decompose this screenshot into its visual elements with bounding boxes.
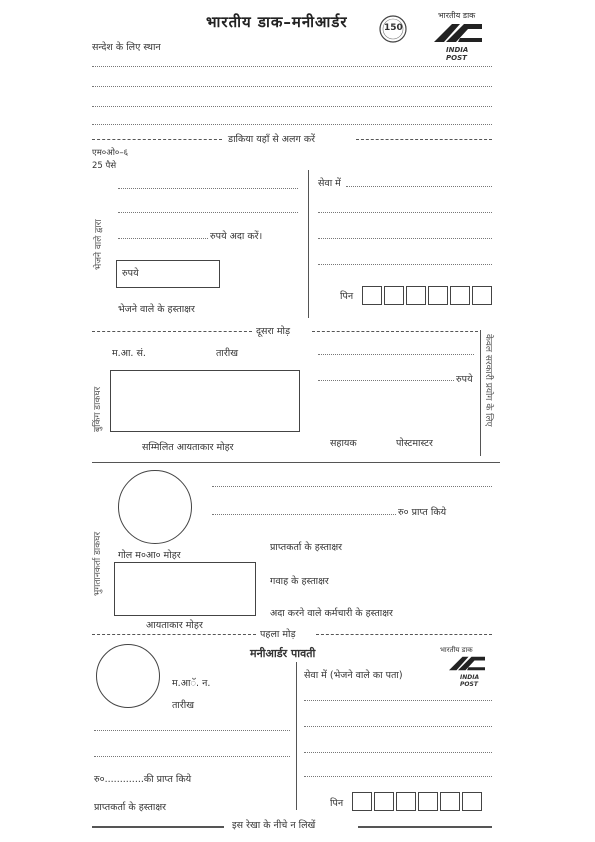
booking-stamp-label: सम्मिलित आयताकार मोहर bbox=[142, 442, 234, 453]
fold-1-text: पहला मोड़ bbox=[260, 629, 296, 640]
receipt-line-2[interactable] bbox=[94, 756, 290, 757]
receipt-title: मनीआर्डर पावती bbox=[250, 647, 316, 660]
booking-date-label: तारीख bbox=[216, 348, 238, 359]
sender-signature-label: भेजने वाले के हस्ताक्षर bbox=[118, 304, 195, 315]
receipt-address-line-4[interactable] bbox=[304, 776, 492, 777]
rupees-words-label: रुपये अदा करें। bbox=[210, 231, 263, 242]
amount-line-3[interactable] bbox=[118, 238, 208, 239]
receipt-mo-number-label: म.आॅ. न. bbox=[172, 678, 211, 689]
pin-digit-4[interactable] bbox=[428, 286, 448, 305]
to-label: सेवा में bbox=[318, 178, 341, 189]
receipt-address-line-2[interactable] bbox=[304, 726, 492, 727]
message-space-label: सन्देश के लिए स्थान bbox=[92, 42, 161, 53]
receipt-pin-digit-3[interactable] bbox=[396, 792, 416, 811]
receipt-logo-english-text: INDIA POST bbox=[460, 674, 480, 688]
pin-label: पिन bbox=[340, 291, 354, 302]
form-code: एम०ओ०–६ bbox=[92, 148, 128, 158]
footer-text: इस रेखा के नीचे न लिखें bbox=[232, 820, 316, 831]
footer-line-left bbox=[92, 826, 224, 828]
witness-signature-label: गवाह के हस्ताक्षर bbox=[270, 576, 329, 587]
booking-amount-line[interactable] bbox=[318, 380, 454, 381]
pin-digit-2[interactable] bbox=[384, 286, 404, 305]
address-line-3[interactable] bbox=[318, 238, 492, 239]
receipt-received-label: रु०.............की प्राप्त किये bbox=[94, 774, 192, 785]
footer-line-right bbox=[358, 826, 492, 828]
india-post-logo bbox=[428, 10, 488, 62]
booking-rupees-label: रुपये bbox=[456, 374, 473, 385]
amount-line-1[interactable] bbox=[118, 188, 298, 189]
section-separator bbox=[92, 462, 500, 463]
message-line-4[interactable] bbox=[92, 124, 492, 125]
fold-2-text: दूसरा मोड़ bbox=[256, 326, 291, 337]
official-use-divider bbox=[480, 330, 481, 456]
address-line-4[interactable] bbox=[318, 264, 492, 265]
amount-line-2[interactable] bbox=[118, 212, 298, 213]
price-label: 25 पैसे bbox=[92, 161, 117, 171]
payment-side-label: भुगतानकर्ता डाकघर bbox=[93, 531, 103, 596]
pin-digit-6[interactable] bbox=[472, 286, 492, 305]
logo-english-text: INDIA POST bbox=[446, 46, 469, 62]
mo-number-label: म.आ. सं. bbox=[112, 348, 146, 359]
receipt-pin-digit-6[interactable] bbox=[462, 792, 482, 811]
message-line-1[interactable] bbox=[92, 66, 492, 67]
receipt-to-label: सेवा में (भेजने वाले का पता) bbox=[304, 670, 403, 681]
paying-employee-label: अदा करने वाले कर्मचारी के हस्ताक्षर bbox=[270, 608, 393, 619]
postmaster-label: पोस्टमास्टर bbox=[396, 438, 433, 449]
receipt-date-label: तारीख bbox=[172, 700, 194, 711]
anniversary-emblem bbox=[378, 14, 408, 44]
payment-amount-line[interactable] bbox=[212, 514, 396, 515]
fold-1-left bbox=[92, 634, 256, 635]
fold-2-left bbox=[92, 331, 252, 332]
receipt-round-stamp[interactable] bbox=[96, 644, 160, 708]
payee-signature-label: प्राप्तकर्ता के हस्ताक्षर bbox=[270, 542, 343, 553]
message-line-3[interactable] bbox=[92, 106, 492, 107]
fold-2-right bbox=[312, 331, 478, 332]
received-label: रु० प्राप्त किये bbox=[398, 507, 447, 518]
address-line-1[interactable] bbox=[346, 186, 492, 187]
receipt-pin-digit-2[interactable] bbox=[374, 792, 394, 811]
official-use-side-label: केवल सरकारी प्रयोग के लिए bbox=[483, 334, 493, 427]
round-stamp-label: गोल म०आ० मोहर bbox=[118, 550, 181, 561]
booking-side-label: बुकिंग डाकघर bbox=[93, 386, 103, 432]
message-line-2[interactable] bbox=[92, 86, 492, 87]
rect-stamp-label: आयताकार मोहर bbox=[146, 620, 203, 631]
payment-line-1[interactable] bbox=[212, 486, 492, 487]
receipt-line-1[interactable] bbox=[94, 730, 290, 731]
pin-digit-3[interactable] bbox=[406, 286, 426, 305]
form-title: भारतीय डाक–मनीआर्डर bbox=[206, 13, 348, 31]
receipt-payee-signature-label: प्राप्तकर्ता के हस्ताक्षर bbox=[94, 802, 167, 813]
cut-line-left bbox=[92, 139, 222, 140]
receipt-india-post-icon bbox=[446, 655, 488, 672]
logo-hindi-text: भारतीय डाक bbox=[438, 11, 476, 20]
rupees-box-label: रुपये bbox=[122, 268, 139, 279]
round-mo-stamp[interactable] bbox=[118, 470, 192, 544]
sender-divider bbox=[308, 170, 309, 318]
cut-line-text: डाकिया यहाँ से अलग करें bbox=[228, 134, 316, 145]
receipt-pin-digit-4[interactable] bbox=[418, 792, 438, 811]
india-post-icon bbox=[430, 22, 486, 44]
receipt-pin-digit-5[interactable] bbox=[440, 792, 460, 811]
assistant-label: सहायक bbox=[330, 438, 357, 449]
cut-line-right bbox=[356, 139, 492, 140]
sender-side-label: भेजने वाले द्वारा bbox=[94, 219, 104, 270]
fold-1-right bbox=[316, 634, 492, 635]
pin-digit-5[interactable] bbox=[450, 286, 470, 305]
receipt-logo-hindi-text: भारतीय डाक bbox=[440, 646, 473, 654]
emblem-number: 150 bbox=[384, 23, 403, 33]
rect-stamp-box[interactable] bbox=[114, 562, 256, 616]
booking-line-1[interactable] bbox=[318, 354, 474, 355]
receipt-india-post-logo bbox=[440, 646, 490, 688]
receipt-address-line-1[interactable] bbox=[304, 700, 492, 701]
pin-digit-1[interactable] bbox=[362, 286, 382, 305]
receipt-address-line-3[interactable] bbox=[304, 752, 492, 753]
receipt-pin-digit-1[interactable] bbox=[352, 792, 372, 811]
receipt-divider bbox=[296, 662, 297, 810]
booking-stamp-box[interactable] bbox=[110, 370, 300, 432]
address-line-2[interactable] bbox=[318, 212, 492, 213]
receipt-pin-label: पिन bbox=[330, 798, 344, 809]
